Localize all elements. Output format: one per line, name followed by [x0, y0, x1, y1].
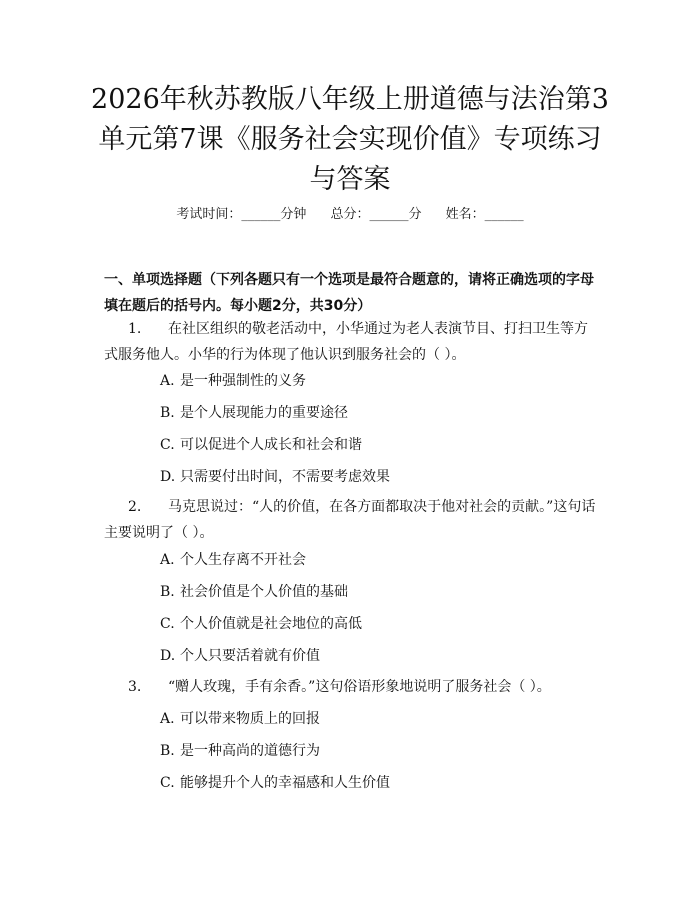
option-text: 个人只要活着就有价值: [180, 648, 320, 664]
question-3: [104, 674, 599, 700]
title-line: 单元第7课《服务社会实现价值》专项练习: [98, 124, 602, 155]
option-text: 是一种高尚的道德行为: [180, 743, 320, 759]
option-d: [160, 646, 600, 666]
option-letter: A.: [160, 373, 175, 389]
question-2: [104, 494, 599, 546]
option-text: 社会价值是个人价值的基础: [180, 584, 348, 600]
option-c: [160, 773, 600, 793]
exam-time: 考试时间：______分钟: [176, 207, 307, 222]
option-c: [160, 614, 600, 634]
option-letter: C.: [160, 775, 175, 791]
question-number: 2.: [128, 499, 142, 515]
option-letter: D.: [160, 469, 176, 485]
option-letter: D.: [160, 648, 176, 664]
option-b: [160, 582, 600, 602]
option-letter: A.: [160, 711, 175, 727]
question-stem: “赠人玫瑰，手有余香。”这句俗语形象地说明了服务社会（ ）。: [168, 679, 551, 695]
option-text: 只需要付出时间，不需要考虑效果: [180, 469, 390, 485]
option-b: [160, 741, 600, 761]
option-text: 个人生存离不开社会: [180, 552, 306, 568]
title-line: 2026年秋苏教版八年级上册道德与法治第3: [91, 84, 609, 115]
option-text: 可以带来物质上的回报: [180, 711, 320, 727]
question-number: 3.: [128, 679, 142, 695]
option-text: 是个人展现能力的重要途径: [180, 405, 348, 421]
option-text: 能够提升个人的幸福感和人生价值: [180, 775, 390, 791]
option-c: [160, 435, 600, 455]
question-1: [104, 316, 599, 368]
option-a: [160, 550, 600, 570]
option-letter: C.: [160, 616, 175, 632]
question-stem: 在社区组织的敬老活动中，小华通过为老人表演节目、打扫卫生等方式服务他人。小华的行为体现了他认识到服务社会的（ ）。: [104, 321, 588, 363]
option-letter: C.: [160, 437, 175, 453]
option-b: [160, 403, 600, 423]
option-letter: B.: [160, 405, 175, 421]
student-name: 姓名：______: [445, 207, 524, 222]
option-d: [160, 467, 600, 487]
option-text: 可以促进个人成长和社会和谐: [180, 437, 362, 453]
option-letter: A.: [160, 552, 175, 568]
option-letter: B.: [160, 743, 175, 759]
option-text: 是一种强制性的义务: [180, 373, 306, 389]
option-a: [160, 709, 600, 729]
section-heading: 一、单项选择题（下列各题只有一个选项是最符合题意的，请将正确选项的字母填在题后的括号内。每小题2分，共30分）: [104, 272, 594, 314]
option-letter: B.: [160, 584, 175, 600]
exam-meta: [60, 205, 640, 225]
question-stem: 马克思说过：“人的价值，在各方面都取决于他对社会的贡献。”这句话主要说明了（ ）。: [104, 499, 596, 541]
question-number: 1.: [128, 321, 142, 337]
exam-total-score: 总分：______分: [330, 207, 422, 222]
option-a: [160, 371, 600, 391]
option-text: 个人价值就是社会地位的高低: [180, 616, 362, 632]
document-title: [60, 80, 640, 200]
title-line: 与答案: [309, 164, 391, 195]
